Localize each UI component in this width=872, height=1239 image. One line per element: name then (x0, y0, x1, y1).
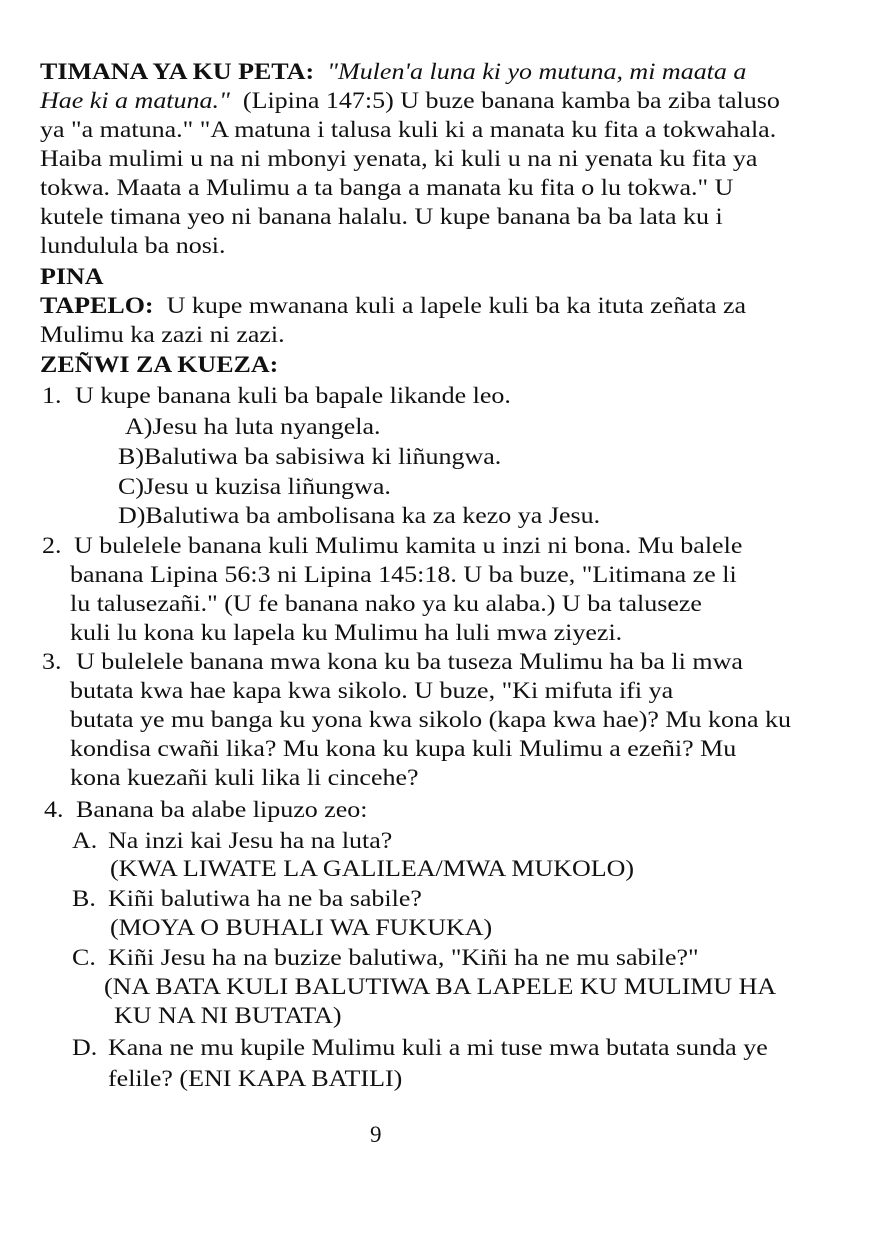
section-heading: TIMANA YA KU PETA: (40, 59, 315, 84)
item-text: butata ye mu banga ku yona kwa sikolo (kapa kwa hae)? Mu kona ku (70, 707, 792, 732)
intro-line (40, 87, 780, 115)
intro-line: tokwa. Maata a Mulimu a ta banga a manata ku fita o lu tokwa." U (40, 175, 734, 200)
section-heading: TAPELO: (40, 293, 154, 318)
item-text: butata kwa hae kapa kwa sikolo. U buze, "Ki mifuta ifi ya (70, 678, 674, 703)
sub-item: B)Balutiwa ba sabisiwa ki liñungwa. (118, 444, 502, 469)
question-text: Kiñi Jesu ha na buzize balutiwa, "Kiñi ha ne mu sabile?" (108, 945, 699, 970)
item-number: 3. (42, 649, 62, 674)
intro-line: Haiba mulimi u na ni mbonyi yenata, ki kuli u na ni yenata ku fita ya (40, 146, 758, 171)
question-letter: C. (72, 945, 96, 970)
answer-text: felile? (ENI KAPA BATILI) (108, 1066, 403, 1091)
item-text: lu talusezañi." (U fe banana nako ya ku alaba.) U ba taluseze (70, 591, 702, 616)
question-letter: A. (72, 828, 98, 853)
item-text: kuli lu kona ku lapela ku Mulimu ha luli mwa ziyezi. (70, 620, 623, 645)
tapelo-line: Mulimu ka zazi ni zazi. (40, 322, 285, 347)
intro-line (40, 58, 746, 86)
pina-heading: PINA (40, 264, 104, 289)
intro-line: kutele timana yeo ni banana halalu. U kupe banana ba ba lata ku i (40, 204, 723, 229)
activities-heading: ZEÑWI ZA KUEZA: (40, 352, 279, 377)
item-text: kona kuezañi kuli lika li cincehe? (70, 765, 419, 790)
answer-text: KU NA NI BUTATA) (114, 1003, 342, 1028)
sub-item: D)Balutiwa ba ambolisana ka za kezo ya Jesu. (118, 503, 601, 528)
verse-text: Hae ki a matuna." (40, 88, 230, 113)
sub-item: C)Jesu u kuzisa liñungwa. (118, 474, 391, 499)
question-letter: D. (72, 1035, 98, 1060)
intro-line: lundulula ba nosi. (40, 233, 226, 258)
question-text: Kiñi balutiwa ha ne ba sabile? (108, 886, 422, 911)
answer-text: (MOYA O BUHALI WA FUKUKA) (110, 915, 493, 940)
item-text: U kupe banana kuli ba bapale likande leo. (75, 383, 511, 408)
answer-text: (NA BATA KULI BALUTIWA BA LAPELE KU MULIMU HA (104, 974, 777, 999)
item-number: 2. (42, 533, 62, 558)
item-number: 4. (44, 797, 64, 822)
item-text: Banana ba alabe lipuzo zeo: (76, 797, 368, 822)
tapelo-line (40, 292, 746, 320)
question-text: Na inzi kai Jesu ha na luta? (108, 828, 393, 853)
verse-text: "Mulen'a luna ki yo mutuna, mi maata a (327, 59, 747, 84)
question-letter: B. (72, 886, 96, 911)
body-text: (Lipina 147:5) U buze banana kamba ba ziba taluso (242, 88, 780, 113)
question-text: Kana ne mu kupile Mulimu kuli a mi tuse mwa butata sunda ye (108, 1035, 768, 1060)
intro-line: ya "a matuna." "A matuna i talusa kuli ki a manata ku fita a tokwahala. (40, 117, 777, 142)
item-text: kondisa cwañi lika? Mu kona ku kupa kuli Mulimu a ezeñi? Mu (70, 736, 737, 761)
item-text: banana Lipina 56:3 ni Lipina 145:18. U ba buze, "Litimana ze li (70, 562, 737, 587)
page-number: 9 (370, 1122, 382, 1147)
item-number: 1. (42, 383, 62, 408)
item-text: U bulelele banana mwa kona ku ba tuseza Mulimu ha ba li mwa (76, 649, 743, 674)
body-text: U kupe mwanana kuli a lapele kuli ba ka ituta zeñata za (166, 293, 747, 318)
answer-text: (KWA LIWATE LA GALILEA/MWA MUKOLO) (110, 856, 635, 881)
item-text: U bulelele banana kuli Mulimu kamita u inzi ni bona. Mu balele (74, 533, 743, 558)
sub-item: A)Jesu ha luta nyangela. (125, 414, 381, 439)
